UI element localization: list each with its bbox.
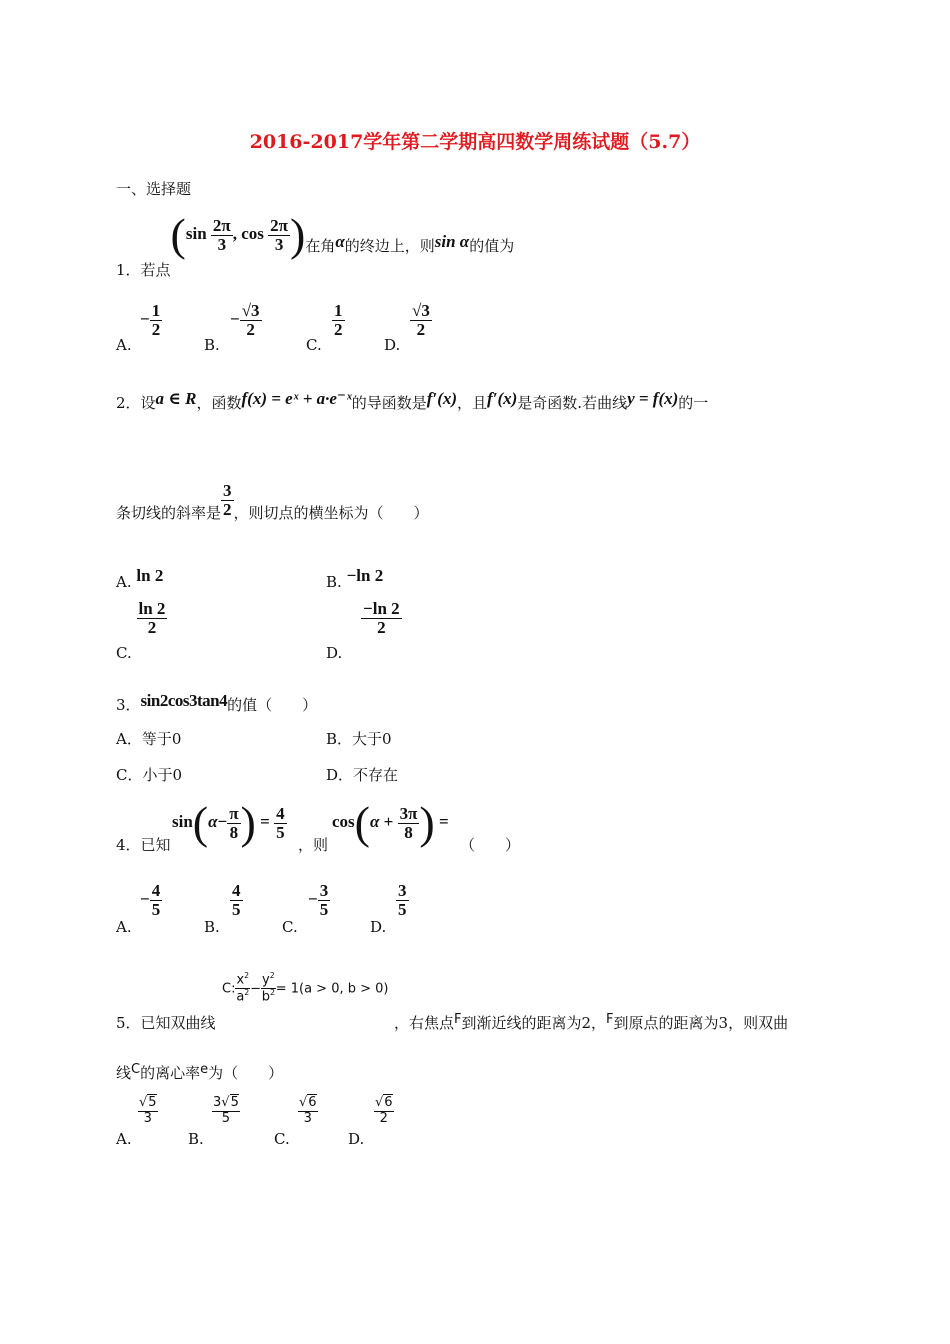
q2-derivative-2: f′(x)	[487, 389, 518, 408]
q3-number: 3．	[116, 696, 141, 714]
q1-option-c: $\frac{1}{2}$	[334, 301, 343, 339]
q5-focus-F-2: F	[606, 1012, 614, 1027]
q4-option-b-label: B.	[204, 918, 220, 936]
q5-option-b: $\frac{3√5}{5}$	[213, 1095, 239, 1126]
question-2-line2	[116, 481, 429, 523]
question-2	[116, 389, 709, 413]
q1-point: (sin $\frac{2\pi}{3}$ , cos $\frac{2\pi}{3}$ )	[170, 209, 306, 260]
q4-mid-text: ，则	[298, 836, 329, 854]
q3-option-b: B．大于0	[326, 730, 392, 748]
q1-sin-alpha: sin α	[434, 231, 470, 251]
q5-option-a: $\frac{√5}{3}$	[139, 1095, 157, 1126]
q2-number: 2．设	[116, 394, 156, 412]
q2-condition: a ∈ R	[155, 389, 197, 408]
q5-text-1: ，右焦点	[394, 1014, 455, 1032]
q4-option-d: $\frac{3}{5}$	[398, 881, 407, 919]
question-1	[116, 209, 515, 279]
q2-option-d: D. $\frac{-\ln 2}{2}$	[326, 599, 400, 663]
q5-number: 5．已知双曲线	[116, 1014, 216, 1032]
q2-function: f(x) = eˣ + a·e⁻ˣ	[241, 389, 352, 408]
q3-option-a: A．等于0	[116, 730, 182, 748]
q1-option-d: $\frac{√3}{2}$	[412, 301, 430, 339]
q1-option-b: − $\frac{√3}{2}$	[230, 301, 260, 339]
q4-option-d-label: D.	[370, 918, 387, 936]
question-5-line2: 线C的离心率e为（ ）	[116, 1062, 284, 1082]
q3-tail: 的值（ ）	[227, 696, 318, 714]
q1-sin-den: 3	[217, 234, 227, 254]
q2-line2-text: 条切线的斜率是	[116, 504, 222, 523]
q5-curve-C: C	[131, 1062, 141, 1077]
q1-text-tail: 的值为	[469, 236, 515, 255]
q2-text-5: 的一	[678, 394, 709, 412]
q1-option-d-label: D.	[384, 336, 401, 354]
question-3	[116, 690, 318, 714]
page-title: 2016-2017学年第二学期高四数学周练试题（5.7）	[249, 131, 701, 153]
q2-slope: $\frac{3}{2}$	[223, 481, 232, 519]
q5-text-2: 到渐近线的距离为2，	[461, 1014, 607, 1032]
q1-cos-den: 3	[274, 234, 284, 254]
q2-option-a: A. ln 2	[116, 566, 164, 591]
q4-number: 4．已知	[116, 836, 171, 854]
q5-option-a-label: A.	[116, 1130, 132, 1148]
q2-text-3: ，且	[457, 394, 488, 412]
q1-option-c-label: C.	[306, 336, 322, 354]
q2-curve: y = f(x)	[627, 389, 679, 408]
q5-option-d-label: D.	[348, 1130, 365, 1148]
q1-text-mid: 在角	[305, 236, 336, 255]
q1-sin-num: 2π	[212, 215, 231, 235]
q5-text-3: 到原点的距离为3，则双曲	[613, 1014, 789, 1032]
q1-option-b-label: B.	[204, 336, 220, 354]
q5-option-c-label: C.	[274, 1130, 290, 1148]
q4-option-c-label: C.	[282, 918, 298, 936]
q4-equation-1: sin(α− $\frac{\pi}{8}$ ) = $\frac{4}{5}$	[172, 797, 285, 848]
q4-paren: （ ）	[460, 836, 521, 854]
q3-option-c: C．小于0	[116, 766, 183, 784]
q5-focus-F: F	[454, 1012, 462, 1027]
q3-expression: sin2cos3tan4	[140, 691, 228, 710]
q1-option-a-label: A.	[116, 336, 132, 354]
q4-option-b: $\frac{4}{5}$	[232, 881, 241, 919]
q2-option-b: B. −ln 2	[326, 566, 384, 591]
q2-line2-tail: ，则切点的横坐标为（ ）	[233, 504, 429, 523]
q1-cos-num: 2π	[270, 215, 288, 235]
section-heading: 一、选择题	[116, 180, 192, 198]
q4-option-a-label: A.	[116, 918, 132, 936]
q5-option-c: $\frac{√6}{3}$	[299, 1095, 317, 1126]
q5-option-b-label: B.	[188, 1130, 204, 1148]
q5-option-d: $\frac{√6}{2}$	[375, 1095, 393, 1126]
q3-option-d: D．不存在	[326, 766, 399, 784]
q5-hyperbola: C: $\frac{x^2}{a^2}$ − $\frac{y^2}{b^2}$ = 1(a > 0, b > 0)	[222, 971, 389, 1005]
q5-eccentricity-e: e	[200, 1062, 209, 1077]
q1-number: 1．若点	[116, 260, 171, 279]
q2-text-4: 是奇函数.若曲线	[517, 394, 628, 412]
q2-text-1: ，函数	[196, 394, 242, 412]
q4-equation-2: cos(α + $\frac{3\pi}{8}$ ) =	[332, 797, 449, 848]
q1-text-mid2: 的终边上，则	[344, 236, 435, 255]
question-5	[116, 970, 846, 1030]
q1-option-a: − $\frac{1}{2}$	[140, 301, 161, 339]
q2-text-2: 的导函数是	[351, 394, 427, 412]
q2-option-c: C. $\frac{\ln 2}{2}$	[116, 599, 166, 663]
q4-option-c: − $\frac{3}{5}$	[308, 881, 329, 919]
q4-option-a: − $\frac{4}{5}$	[140, 881, 161, 919]
q2-derivative: f′(x)	[426, 389, 458, 408]
q1-alpha: α	[335, 231, 345, 251]
